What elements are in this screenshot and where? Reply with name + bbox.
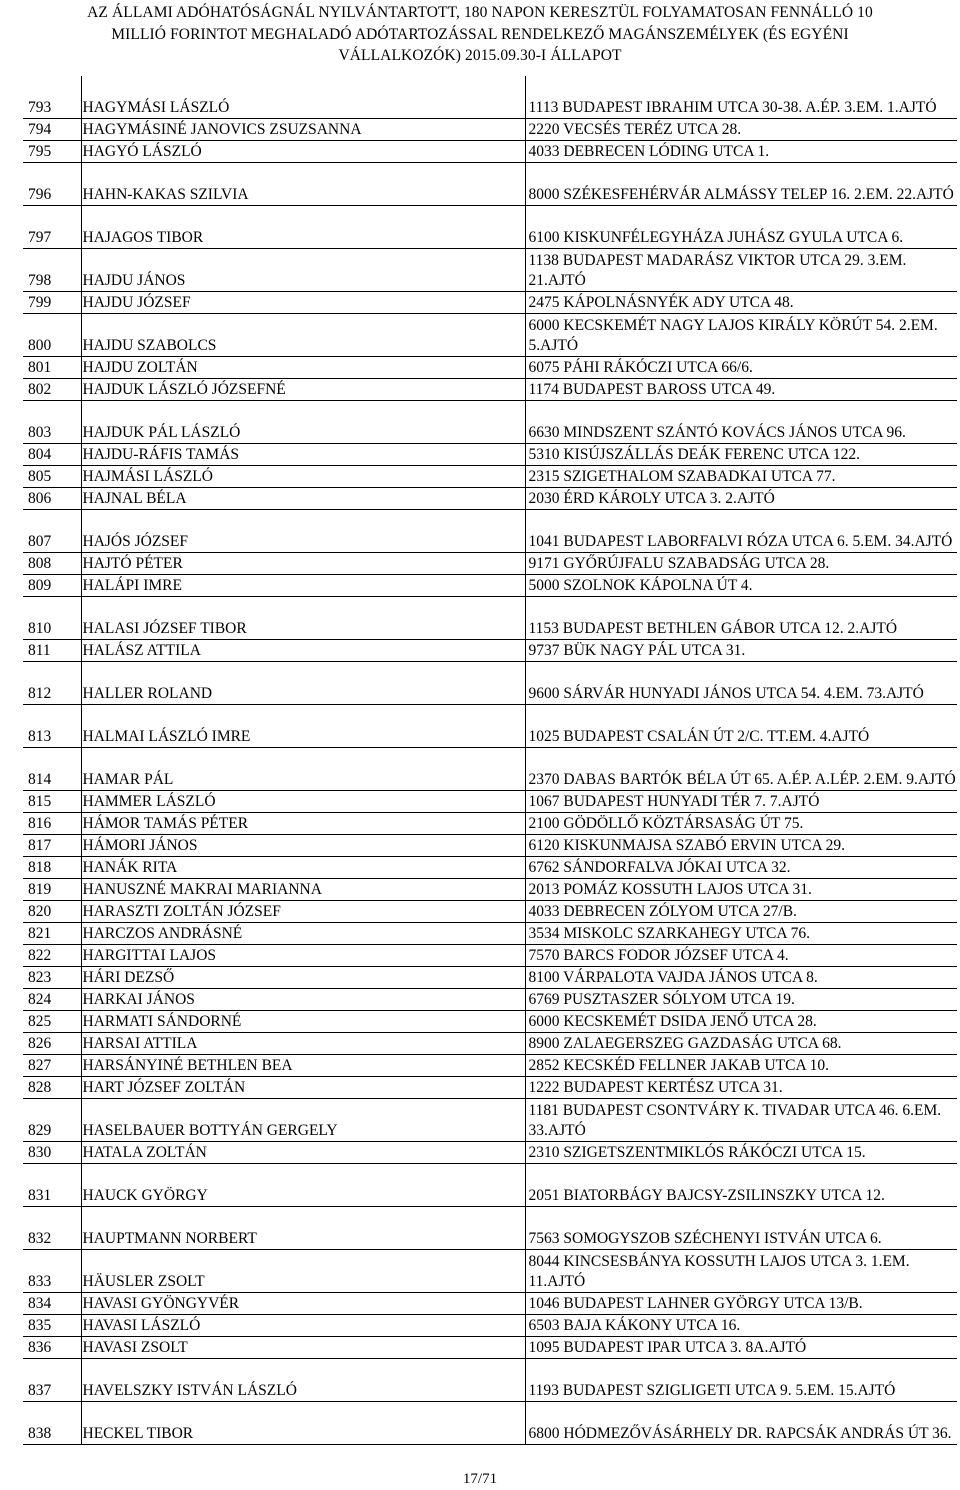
debtor-name: HAJDU JÁNOS <box>81 249 525 292</box>
debtor-address: 1046 BUDAPEST LAHNER GYÖRGY UTCA 13/B. <box>525 1293 957 1315</box>
row-number: 809 <box>23 575 81 597</box>
debtor-name: HAVASI LÁSZLÓ <box>81 1315 525 1337</box>
debtor-address: 1095 BUDAPEST IPAR UTCA 3. 8A.AJTÓ <box>525 1337 957 1359</box>
debtor-address: 6100 KISKUNFÉLEGYHÁZA JUHÁSZ GYULA UTCA 6. <box>525 206 957 249</box>
row-number: 817 <box>23 835 81 857</box>
table-row <box>23 923 957 945</box>
row-number: 814 <box>23 748 81 791</box>
row-number: 811 <box>23 640 81 662</box>
debtor-address: 2852 KECSKÉD FELLNER JAKAB UTCA 10. <box>525 1055 957 1077</box>
row-number: 816 <box>23 813 81 835</box>
table-row <box>23 444 957 466</box>
debtor-name: HARASZTI ZOLTÁN JÓZSEF <box>81 901 525 923</box>
debtor-name: HÁMORI JÁNOS <box>81 835 525 857</box>
table-row <box>23 1099 957 1142</box>
debtor-name: HANUSZNÉ MAKRAI MARIANNA <box>81 879 525 901</box>
table-row <box>23 835 957 857</box>
debtor-address: 9600 SÁRVÁR HUNYADI JÁNOS UTCA 54. 4.EM. 73.AJTÓ <box>525 662 957 705</box>
table-row <box>23 379 957 401</box>
row-number: 813 <box>23 705 81 748</box>
row-number: 803 <box>23 401 81 444</box>
debtor-address: 6075 PÁHI RÁKÓCZI UTCA 66/6. <box>525 357 957 379</box>
table-row <box>23 1077 957 1099</box>
debtor-address: 8900 ZALAEGERSZEG GAZDASÁG UTCA 68. <box>525 1033 957 1055</box>
row-number: 805 <box>23 466 81 488</box>
debtor-name: HAJDUK LÁSZLÓ JÓZSEFNÉ <box>81 379 525 401</box>
debtor-address: 1025 BUDAPEST CSALÁN ÚT 2/C. TT.EM. 4.AJTÓ <box>525 705 957 748</box>
debtor-name: HÁRI DEZSŐ <box>81 967 525 989</box>
debtor-address: 6000 KECSKEMÉT DSIDA JENŐ UTCA 28. <box>525 1011 957 1033</box>
debtor-address: 6630 MINDSZENT SZÁNTÓ KOVÁCS JÁNOS UTCA 96. <box>525 401 957 444</box>
debtor-name: HAGYMÁSINÉ JANOVICS ZSUZSANNA <box>81 119 525 141</box>
row-number: 797 <box>23 206 81 249</box>
table-row <box>23 510 957 553</box>
table-row <box>23 1315 957 1337</box>
row-number: 826 <box>23 1033 81 1055</box>
debtor-address: 2051 BIATORBÁGY BAJCSY-ZSILINSZKY UTCA 12. <box>525 1164 957 1207</box>
table-row <box>23 1207 957 1250</box>
debtor-name: HÄUSLER ZSOLT <box>81 1250 525 1293</box>
table-row <box>23 662 957 705</box>
row-number: 795 <box>23 141 81 163</box>
debtor-address: 9171 GYŐRÚJFALU SZABADSÁG UTCA 28. <box>525 553 957 575</box>
table-row <box>23 76 957 119</box>
table-row <box>23 705 957 748</box>
debtor-name: HAVASI GYÖNGYVÉR <box>81 1293 525 1315</box>
debtor-address: 6120 KISKUNMAJSA SZABÓ ERVIN UTCA 29. <box>525 835 957 857</box>
row-number: 798 <box>23 249 81 292</box>
table-row <box>23 597 957 640</box>
debtor-address: 1222 BUDAPEST KERTÉSZ UTCA 31. <box>525 1077 957 1099</box>
table-row <box>23 1293 957 1315</box>
debtor-name: HARKAI JÁNOS <box>81 989 525 1011</box>
debtor-name: HECKEL TIBOR <box>81 1402 525 1445</box>
debtor-name: HAVELSZKY ISTVÁN LÁSZLÓ <box>81 1359 525 1402</box>
debtor-name: HART JÓZSEF ZOLTÁN <box>81 1077 525 1099</box>
row-number: 829 <box>23 1099 81 1142</box>
table-row <box>23 488 957 510</box>
debtor-address: 8100 VÁRPALOTA VAJDA JÁNOS UTCA 8. <box>525 967 957 989</box>
debtor-name: HAJDU-RÁFIS TAMÁS <box>81 444 525 466</box>
row-number: 825 <box>23 1011 81 1033</box>
table-row <box>23 314 957 357</box>
debtor-name: HARSÁNYINÉ BETHLEN BEA <box>81 1055 525 1077</box>
debtor-address: 1193 BUDAPEST SZIGLIGETI UTCA 9. 5.EM. 15.AJTÓ <box>525 1359 957 1402</box>
row-number: 796 <box>23 163 81 206</box>
debtor-name: HALASI JÓZSEF TIBOR <box>81 597 525 640</box>
row-number: 818 <box>23 857 81 879</box>
debtor-name: HAJDU ZOLTÁN <box>81 357 525 379</box>
row-number: 832 <box>23 1207 81 1250</box>
table-row <box>23 401 957 444</box>
debtor-table-body <box>23 76 957 1445</box>
debtor-address: 2370 DABAS BARTÓK BÉLA ÚT 65. A.ÉP. A.LÉP. 2.EM. 9.AJTÓ <box>525 748 957 791</box>
debtor-address: 6762 SÁNDORFALVA JÓKAI UTCA 32. <box>525 857 957 879</box>
table-row <box>23 553 957 575</box>
debtor-name: HAVASI ZSOLT <box>81 1337 525 1359</box>
debtor-address: 5310 KISÚJSZÁLLÁS DEÁK FERENC UTCA 122. <box>525 444 957 466</box>
document-title <box>0 2 960 67</box>
row-number: 838 <box>23 1402 81 1445</box>
table-row <box>23 292 957 314</box>
debtor-name: HAUPTMANN NORBERT <box>81 1207 525 1250</box>
debtor-name: HAJNAL BÉLA <box>81 488 525 510</box>
row-number: 794 <box>23 119 81 141</box>
debtor-address: 2100 GÖDÖLLŐ KÖZTÁRSASÁG ÚT 75. <box>525 813 957 835</box>
row-number: 806 <box>23 488 81 510</box>
row-number: 815 <box>23 791 81 813</box>
row-number: 812 <box>23 662 81 705</box>
table-row <box>23 1402 957 1445</box>
debtor-name: HAJTÓ PÉTER <box>81 553 525 575</box>
table-row <box>23 575 957 597</box>
debtor-address: 2315 SZIGETHALOM SZABADKAI UTCA 77. <box>525 466 957 488</box>
table-row <box>23 1164 957 1207</box>
debtor-address: 1174 BUDAPEST BAROSS UTCA 49. <box>525 379 957 401</box>
table-row <box>23 1250 957 1293</box>
table-row <box>23 989 957 1011</box>
debtor-address: 6800 HÓDMEZŐVÁSÁRHELY DR. RAPCSÁK ANDRÁS ÚT 36. <box>525 1402 957 1445</box>
debtor-name: HAJÓS JÓZSEF <box>81 510 525 553</box>
debtor-address: 1181 BUDAPEST CSONTVÁRY K. TIVADAR UTCA 46. 6.EM. 33.AJTÓ <box>525 1099 957 1142</box>
debtor-address: 2475 KÁPOLNÁSNYÉK ADY UTCA 48. <box>525 292 957 314</box>
table-row <box>23 1359 957 1402</box>
debtor-name: HAJAGOS TIBOR <box>81 206 525 249</box>
debtor-address: 4033 DEBRECEN LÓDING UTCA 1. <box>525 141 957 163</box>
debtor-name: HALÁPI IMRE <box>81 575 525 597</box>
debtor-name: HAJMÁSI LÁSZLÓ <box>81 466 525 488</box>
table-row <box>23 1033 957 1055</box>
table-row <box>23 901 957 923</box>
row-number: 831 <box>23 1164 81 1207</box>
row-number: 793 <box>23 76 81 119</box>
debtor-address: 4033 DEBRECEN ZÓLYOM UTCA 27/B. <box>525 901 957 923</box>
debtor-name: HAGYMÁSI LÁSZLÓ <box>81 76 525 119</box>
title-line-1: AZ ÁLLAMI ADÓHATÓSÁGNÁL NYILVÁNTARTOTT, 180 NAPON KERESZTÜL FOLYAMATOSAN FENNÁLLÓ 10 <box>87 4 873 21</box>
debtor-name: HARGITTAI LAJOS <box>81 945 525 967</box>
title-line-3: VÁLLALKOZÓK) 2015.09.30-I ÁLLAPOT <box>338 47 622 64</box>
debtor-address: 7570 BARCS FODOR JÓZSEF UTCA 4. <box>525 945 957 967</box>
row-number: 802 <box>23 379 81 401</box>
debtor-address: 2310 SZIGETSZENTMIKLÓS RÁKÓCZI UTCA 15. <box>525 1142 957 1164</box>
row-number: 823 <box>23 967 81 989</box>
row-number: 834 <box>23 1293 81 1315</box>
debtor-name: HAUCK GYÖRGY <box>81 1164 525 1207</box>
row-number: 801 <box>23 357 81 379</box>
debtor-name: HAMAR PÁL <box>81 748 525 791</box>
table-row <box>23 640 957 662</box>
row-number: 810 <box>23 597 81 640</box>
row-number: 833 <box>23 1250 81 1293</box>
debtor-address: 2013 POMÁZ KOSSUTH LAJOS UTCA 31. <box>525 879 957 901</box>
table-row <box>23 163 957 206</box>
debtor-name: HAJDU JÓZSEF <box>81 292 525 314</box>
debtor-address: 6000 KECSKEMÉT NAGY LAJOS KIRÁLY KÖRÚT 54. 2.EM. 5.AJTÓ <box>525 314 957 357</box>
table-row <box>23 857 957 879</box>
table-row <box>23 967 957 989</box>
debtor-name: HATALA ZOLTÁN <box>81 1142 525 1164</box>
table-row <box>23 357 957 379</box>
table-row <box>23 1142 957 1164</box>
row-number: 807 <box>23 510 81 553</box>
debtor-address: 1138 BUDAPEST MADARÁSZ VIKTOR UTCA 29. 3.EM. 21.AJTÓ <box>525 249 957 292</box>
debtor-address: 6769 PUSZTASZER SÓLYOM UTCA 19. <box>525 989 957 1011</box>
table-row <box>23 1337 957 1359</box>
table-row <box>23 206 957 249</box>
debtor-table <box>23 76 957 1445</box>
row-number: 799 <box>23 292 81 314</box>
debtor-name: HAJDUK PÁL LÁSZLÓ <box>81 401 525 444</box>
page-number: 17/71 <box>462 1471 498 1487</box>
debtor-name: HARMATI SÁNDORNÉ <box>81 1011 525 1033</box>
table-row <box>23 1011 957 1033</box>
debtor-address: 1067 BUDAPEST HUNYADI TÉR 7. 7.AJTÓ <box>525 791 957 813</box>
debtor-name: HASELBAUER BOTTYÁN GERGELY <box>81 1099 525 1142</box>
debtor-name: HARSAI ATTILA <box>81 1033 525 1055</box>
row-number: 824 <box>23 989 81 1011</box>
row-number: 800 <box>23 314 81 357</box>
table-row <box>23 1055 957 1077</box>
row-number: 804 <box>23 444 81 466</box>
row-number: 830 <box>23 1142 81 1164</box>
debtor-name: HALÁSZ ATTILA <box>81 640 525 662</box>
debtor-name: HAGYÓ LÁSZLÓ <box>81 141 525 163</box>
row-number: 836 <box>23 1337 81 1359</box>
debtor-address: 7563 SOMOGYSZOB SZÉCHENYI ISTVÁN UTCA 6. <box>525 1207 957 1250</box>
row-number: 827 <box>23 1055 81 1077</box>
table-row <box>23 791 957 813</box>
table-row <box>23 879 957 901</box>
debtor-address: 6503 BAJA KÁKONY UTCA 16. <box>525 1315 957 1337</box>
debtor-address: 1153 BUDAPEST BETHLEN GÁBOR UTCA 12. 2.AJTÓ <box>525 597 957 640</box>
row-number: 821 <box>23 923 81 945</box>
table-row <box>23 945 957 967</box>
debtor-name: HANÁK RITA <box>81 857 525 879</box>
row-number: 837 <box>23 1359 81 1402</box>
table-row <box>23 119 957 141</box>
table-row <box>23 466 957 488</box>
debtor-name: HALMAI LÁSZLÓ IMRE <box>81 705 525 748</box>
debtor-name: HARCZOS ANDRÁSNÉ <box>81 923 525 945</box>
debtor-address: 9737 BÜK NAGY PÁL UTCA 31. <box>525 640 957 662</box>
row-number: 828 <box>23 1077 81 1099</box>
debtor-address: 2030 ÉRD KÁROLY UTCA 3. 2.AJTÓ <box>525 488 957 510</box>
debtor-address: 3534 MISKOLC SZARKAHEGY UTCA 76. <box>525 923 957 945</box>
debtor-address: 1041 BUDAPEST LABORFALVI RÓZA UTCA 6. 5.EM. 34.AJTÓ <box>525 510 957 553</box>
row-number: 835 <box>23 1315 81 1337</box>
table-row <box>23 748 957 791</box>
debtor-address: 2220 VECSÉS TERÉZ UTCA 28. <box>525 119 957 141</box>
debtor-name: HÁMOR TAMÁS PÉTER <box>81 813 525 835</box>
debtor-name: HALLER ROLAND <box>81 662 525 705</box>
debtor-address: 5000 SZOLNOK KÁPOLNA ÚT 4. <box>525 575 957 597</box>
debtor-address: 1113 BUDAPEST IBRAHIM UTCA 30-38. A.ÉP. 3.EM. 1.AJTÓ <box>525 76 957 119</box>
debtor-address: 8000 SZÉKESFEHÉRVÁR ALMÁSSY TELEP 16. 2.EM. 22.AJTÓ <box>525 163 957 206</box>
row-number: 819 <box>23 879 81 901</box>
debtor-address: 8044 KINCSESBÁNYA KOSSUTH LAJOS UTCA 3. 1.EM. 11.AJTÓ <box>525 1250 957 1293</box>
table-row <box>23 813 957 835</box>
table-row <box>23 141 957 163</box>
row-number: 822 <box>23 945 81 967</box>
row-number: 808 <box>23 553 81 575</box>
debtor-name: HAMMER LÁSZLÓ <box>81 791 525 813</box>
title-line-2: MILLIÓ FORINTOT MEGHALADÓ ADÓTARTOZÁSSAL RENDELKEZŐ MAGÁNSZEMÉLYEK (ÉS EGYÉNI <box>111 25 849 43</box>
debtor-name: HAJDU SZABOLCS <box>81 314 525 357</box>
row-number: 820 <box>23 901 81 923</box>
debtor-name: HAHN-KAKAS SZILVIA <box>81 163 525 206</box>
table-row <box>23 249 957 292</box>
